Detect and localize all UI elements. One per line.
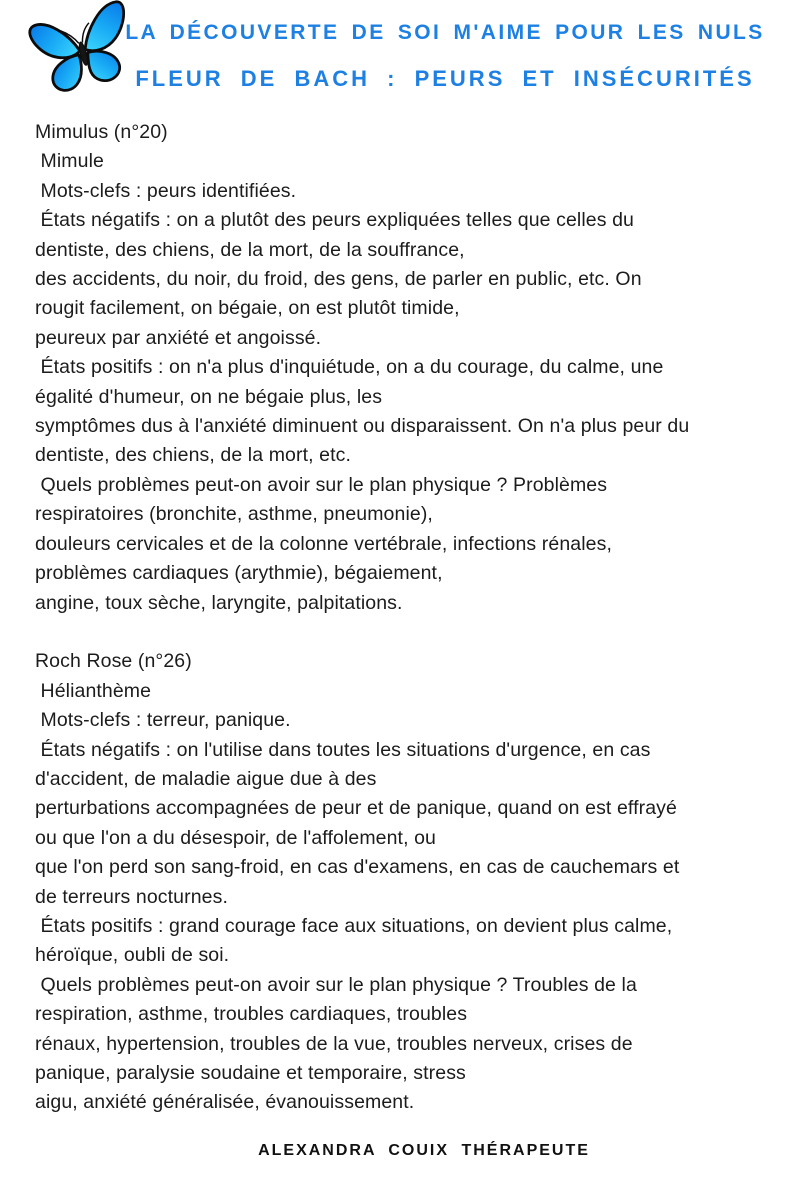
text-line: États positifs : on n'a plus d'inquiétude, on a du courage, du calme, une: [35, 356, 664, 379]
section-roch-rose: [35, 647, 785, 1118]
text-line: Mimule: [35, 150, 104, 173]
text-line: dentiste, des chiens, de la mort, de la souffrance,: [35, 238, 465, 261]
text-line: Mots-clefs : peurs identifiées.: [35, 179, 297, 202]
text-line: rénaux, hypertension, troubles de la vue, troubles nerveux, crises de: [35, 1032, 633, 1055]
text-line: dentiste, des chiens, de la mort, etc.: [35, 444, 351, 467]
text-line: des accidents, du noir, du froid, des gens, de parler en public, etc. On: [35, 268, 642, 291]
document-header: [90, 0, 800, 92]
text-line: Hélianthème: [35, 679, 152, 702]
text-line: États négatifs : on a plutôt des peurs expliquées telles que celles du: [35, 209, 634, 232]
text-line: ou que l'on a du désespoir, de l'affolement, ou: [35, 826, 436, 849]
text-line: angine, toux sèche, laryngite, palpitations.: [35, 591, 403, 614]
text-line: douleurs cervicales et de la colonne vertébrale, infections rénales,: [35, 532, 612, 555]
document-body: [35, 118, 785, 1118]
text-line: de terreurs nocturnes.: [35, 885, 228, 908]
text-line: rougit facilement, on bégaie, on est plutôt timide,: [35, 297, 460, 320]
section-heading: Roch Rose (n°26): [35, 650, 192, 673]
text-line: perturbations accompagnées de peur et de panique, quand on est effrayé: [35, 797, 677, 820]
page-title: LA DÉCOUVERTE DE SOI M'AIME POUR LES NULS: [125, 21, 765, 44]
text-line: respiratoires (bronchite, asthme, pneumonie),: [35, 503, 433, 526]
text-line: que l'on perd son sang-froid, en cas d'examens, en cas de cauchemars et: [35, 856, 680, 879]
text-line: héroïque, oubli de soi.: [35, 944, 230, 967]
text-line: Quels problèmes peut-on avoir sur le plan physique ? Troubles de la: [35, 973, 637, 996]
footer-signature: ALEXANDRA COUIX THÉRAPEUTE: [258, 1142, 590, 1159]
section-heading: Mimulus (n°20): [35, 121, 168, 143]
section-mimulus: [35, 118, 785, 618]
text-line: symptômes dus à l'anxiété diminuent ou disparaissent. On n'a plus peur du: [35, 415, 690, 438]
text-line: égalité d'humeur, on ne bégaie plus, les: [35, 385, 383, 408]
text-line: panique, paralysie soudaine et temporaire, stress: [35, 1061, 466, 1084]
page-subtitle: FLEUR DE BACH : PEURS ET INSÉCURITÉS: [135, 66, 755, 91]
text-line: États négatifs : on l'utilise dans toutes les situations d'urgence, en cas: [35, 738, 651, 761]
text-line: États positifs : grand courage face aux situations, on devient plus calme,: [35, 914, 673, 937]
text-line: aigu, anxiété généralisée, évanouissement.: [35, 1091, 415, 1114]
text-line: d'accident, de maladie aigue due à des: [35, 767, 377, 790]
text-line: Mots-clefs : terreur, panique.: [35, 709, 291, 732]
text-line: peureux par anxiété et angoissé.: [35, 326, 322, 349]
text-line: respiration, asthme, troubles cardiaques, troubles: [35, 1003, 468, 1026]
text-line: Quels problèmes peut-on avoir sur le plan physique ? Problèmes: [35, 473, 608, 496]
text-line: problèmes cardiaques (arythmie), bégaiement,: [35, 562, 443, 585]
